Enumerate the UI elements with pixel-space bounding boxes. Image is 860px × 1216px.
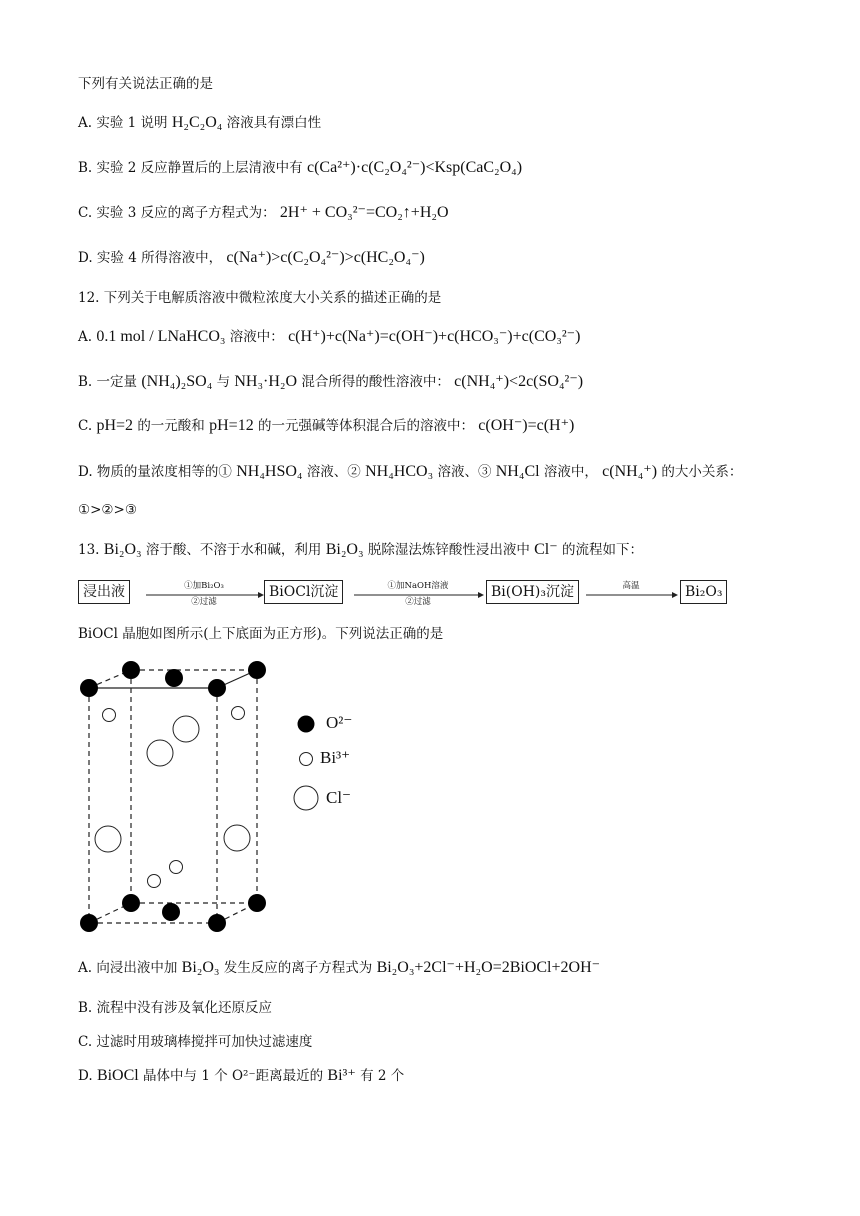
flow-box-bioh3: Bi(OH)₃沉淀: [486, 580, 579, 604]
legend-bismuth: Bi³⁺: [320, 748, 351, 767]
stem-text: 的流程如下：: [561, 542, 643, 558]
option-label: C.: [78, 418, 93, 434]
flow-arrow-1-top: ①加Bi₂O₃: [184, 581, 224, 591]
flow-box-biocl: BiOCl沉淀: [264, 580, 343, 604]
q12-option-a[interactable]: [78, 327, 580, 347]
q12-option-d[interactable]: [78, 462, 742, 482]
formula: Bi₂O₃: [103, 541, 142, 558]
question-number: 13.: [78, 542, 100, 558]
option-text: 溶液中，: [543, 464, 598, 480]
option-text: 与: [216, 374, 231, 390]
formula: Bi₂O₃: [181, 959, 220, 976]
process-flowchart: [78, 578, 778, 610]
option-label: C. 实验 3 反应的离子方程式为：: [78, 205, 276, 221]
formula: 2H⁺ + CO₃²⁻=CO₂↑+H₂O: [279, 204, 449, 221]
formula: c(NH₄⁺): [602, 463, 658, 480]
flow-arrow-2-top: ①加NaOH溶液: [387, 581, 449, 591]
option-text: 溶液具有漂白性: [226, 115, 322, 131]
legend-chloride: Cl⁻: [326, 788, 352, 807]
stem-text: 脱除湿法炼锌酸性浸出液中: [367, 542, 530, 558]
formula: Bi₂O₃+2Cl⁻+H₂O=2BiOCl+2OH⁻: [376, 959, 601, 976]
option-label: A. 向浸出液中加: [78, 960, 178, 976]
q13-option-d[interactable]: [78, 1066, 404, 1086]
q13-option-b[interactable]: B. 流程中没有涉及氧化还原反应: [78, 1000, 273, 1016]
flow-box-leachate: 浸出液: [78, 580, 130, 604]
q13-option-c[interactable]: C. 过滤时用玻璃棒搅拌可加快过滤速度: [78, 1034, 313, 1050]
formula: H₂C₂O₄: [171, 114, 223, 131]
formula: pH=12: [209, 417, 254, 434]
option-text: 发生反应的离子方程式为: [223, 960, 373, 976]
q13-stem: [78, 540, 643, 560]
crystal-caption: BiOCl 晶胞如图所示(上下底面为正方形)。下列说法正确的是: [78, 626, 444, 642]
option-text: 溶液、③: [437, 464, 492, 480]
formula: c(Ca²⁺)·c(C₂O₄²⁻)<Ksp(CaC₂O₄): [306, 159, 523, 176]
flow-arrow-1-bottom: ②过滤: [191, 597, 217, 607]
option-text: 有 2 个: [360, 1068, 405, 1084]
formula: NH₄HSO₄: [236, 463, 303, 480]
q11-option-c[interactable]: [78, 203, 449, 223]
formula: c(OH⁻)=c(H⁺): [478, 417, 575, 434]
formula: (NH₄)₂SO₄: [141, 373, 213, 390]
formula: c(NH₄⁺)<2c(SO₄²⁻): [454, 373, 584, 390]
legend-oxide: O²⁻: [326, 713, 353, 732]
q11-option-a[interactable]: [78, 113, 321, 133]
formula: c(H⁺)+c(Na⁺)=c(OH⁻)+c(HCO₃⁻)+c(CO₃²⁻): [288, 328, 581, 345]
option-text: 晶体中与 1 个 O²⁻距离最近的: [143, 1068, 324, 1084]
option-label: A.: [78, 329, 93, 345]
q12-stem: 12. 下列关于电解质溶液中微粒浓度大小关系的描述正确的是: [78, 290, 442, 306]
option-text: 的一元酸和: [137, 418, 205, 434]
q12-option-c[interactable]: [78, 416, 574, 436]
formula: Bi₂O₃: [325, 541, 364, 558]
formula: BiOCl: [96, 1067, 139, 1084]
stem-text: 溶于酸、不溶于水和碱，利用: [145, 542, 322, 558]
formula: c(Na⁺)>c(C₂O₄²⁻)>c(HC₂O₄⁻): [226, 249, 425, 266]
legend-symbols: [293, 713, 323, 813]
option-text: 混合所得的酸性溶液中：: [301, 374, 450, 390]
q11-stem: 下列有关说法正确的是: [78, 76, 213, 92]
option-text: 溶液中：: [229, 329, 284, 345]
formula: Bi³⁺: [327, 1067, 356, 1084]
q11-option-d[interactable]: [78, 248, 425, 268]
formula: Cl⁻: [534, 541, 558, 558]
q12-option-d-order: ①>②>③: [78, 502, 137, 518]
formula: NH₄HCO₃: [365, 463, 434, 480]
option-label: B. 一定量: [78, 374, 138, 390]
formula: NH₄Cl: [495, 463, 540, 480]
formula: NH₃·H₂O: [234, 373, 298, 390]
biocl-unit-cell: [70, 660, 280, 940]
option-label: D. 实验 4 所得溶液中，: [78, 250, 223, 266]
option-label: B. 实验 2 反应静置后的上层清液中有: [78, 160, 303, 176]
flow-arrow-3-top: 高温: [622, 581, 640, 591]
option-text: 的大小关系：: [661, 464, 743, 480]
formula: pH=2: [96, 417, 134, 434]
flow-box-bi2o3: Bi₂O₃: [680, 580, 727, 604]
q13-option-a[interactable]: [78, 958, 600, 978]
option-text: 溶液、②: [306, 464, 361, 480]
option-label: D.: [78, 1068, 93, 1084]
q11-option-b[interactable]: [78, 158, 522, 178]
flow-arrow-2-bottom: ②过滤: [405, 597, 431, 607]
option-text: 的一元强碱等体积混合后的溶液中：: [257, 418, 474, 434]
option-label: D. 物质的量浓度相等的①: [78, 464, 232, 480]
q12-option-b[interactable]: [78, 372, 583, 392]
option-label: A. 实验 1 说明: [78, 115, 168, 131]
formula: 0.1 mol / LNaHCO₃: [96, 328, 226, 345]
